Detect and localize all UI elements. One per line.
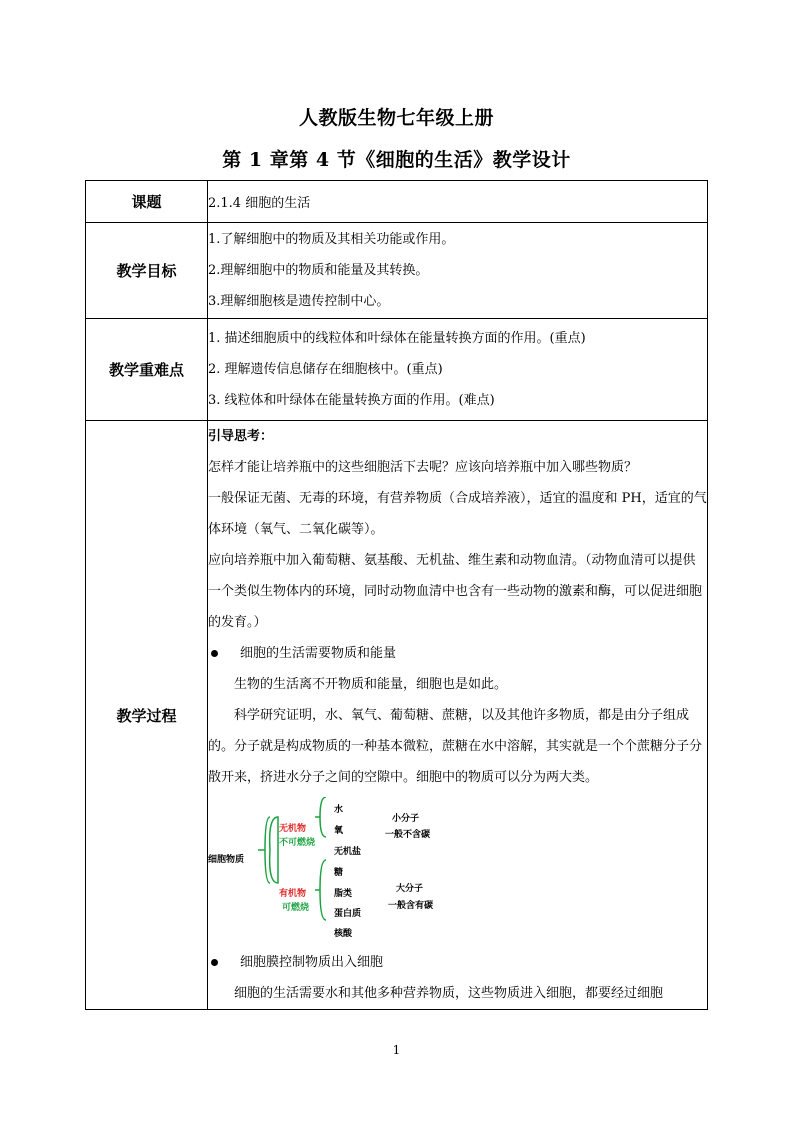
table-row-topic [86, 181, 708, 223]
objective-item: 2.理解细胞中的物质和能量及其转换。 [208, 263, 429, 278]
key-points-content [208, 319, 708, 421]
bullet-dot-icon [211, 650, 218, 657]
process-content [208, 421, 708, 1010]
objective-item: 3.理解细胞核是遗传控制中心。 [208, 294, 390, 309]
key-point-item: 2. 理解遗传信息储存在细胞核中。(重点) [208, 362, 443, 377]
process-answer-2: 应向培养瓶中加入葡萄糖、氨基酸、无机盐、维生素和动物血清。（动物血清可以提供一个类似生物体内的环境，同时动物血清中也含有一些动物的激素和酶，可以促进细胞的发育。） [208, 553, 703, 630]
bullet-item [208, 947, 707, 978]
diagram-root: 细胞物质 [208, 855, 245, 865]
key-points-label: 教学重难点 [86, 319, 208, 421]
diagram-organic-item: 蛋白质 [334, 909, 362, 919]
cell-substance-diagram [208, 797, 688, 947]
diagram-inorganic-item: 氧 [334, 826, 344, 836]
document-title: 人教版生物七年级上册 [298, 107, 494, 129]
topic-label: 课题 [86, 181, 208, 223]
diagram-inorganic-note: 不可燃烧 [279, 838, 316, 848]
process-paragraph-2: 科学研究证明，水、氧气、葡萄糖、蔗糖，以及其他许多物质，都是由分子组成的。分子就是构成物质的一种基本微粒，蔗糖在水中溶解，其实就是一个个蔗糖分子分散开来，挤进水分子之间的空隙中。细胞中的物质可以分为两大类。 [208, 708, 703, 785]
diagram-organic-item: 脂类 [334, 889, 353, 899]
process-paragraph-1: 生物的生活离不开物质和能量，细胞也是如此。 [234, 677, 508, 692]
page-number: 1 [392, 1043, 401, 1057]
diagram-organic-item: 糖 [334, 868, 344, 878]
diagram-organic-note: 可燃烧 [282, 903, 310, 913]
document-subtitle: 第 1 章第 4 节《细胞的生活》教学设计 [222, 149, 571, 171]
bullet-text: 细胞膜控制物质出入细胞 [240, 955, 384, 970]
table-row-objectives [86, 223, 708, 319]
bullet-item [208, 638, 707, 669]
process-heading: 引导思考： [208, 429, 274, 444]
table-row-key-points [86, 319, 708, 421]
diagram-organic-desc: 大分子 [396, 884, 424, 894]
objectives-label: 教学目标 [86, 223, 208, 319]
diagram-inorganic-desc: 小分子 [392, 814, 420, 824]
diagram-inorganic-item: 无机盐 [334, 847, 362, 857]
diagram-inorganic-item: 水 [334, 805, 344, 815]
table-row-process [86, 421, 708, 1010]
objectives-content [208, 223, 708, 319]
diagram-inorganic-desc: 一般不含碳 [385, 830, 431, 840]
process-paragraph-3: 细胞的生活需要水和其他多种营养物质，这些物质进入细胞，都要经过细胞 [234, 986, 664, 1001]
diagram-organic-item: 核酸 [334, 929, 353, 939]
process-label: 教学过程 [86, 421, 208, 1010]
diagram-organic: 有机物 [279, 889, 307, 899]
bullet-text: 细胞的生活需要物质和能量 [240, 646, 397, 661]
lesson-plan-table [85, 180, 708, 1010]
bullet-dot-icon [211, 959, 218, 966]
key-point-item: 3. 线粒体和叶绿体在能量转换方面的作用。(难点) [208, 393, 495, 408]
key-point-item: 1. 描述细胞质中的线粒体和叶绿体在能量转换方面的作用。(重点) [208, 331, 586, 346]
diagram-organic-desc: 一般含有碳 [388, 901, 434, 911]
process-question: 怎样才能让培养瓶中的这些细胞活下去呢？应该向培养瓶中加入哪些物质？ [208, 460, 638, 475]
diagram-inorganic: 无机物 [279, 824, 307, 834]
topic-value: 2.1.4 细胞的生活 [208, 181, 708, 223]
objective-item: 1.了解细胞中的物质及其相关功能或作用。 [208, 232, 455, 247]
process-answer-1: 一般保证无菌、无毒的环境，有营养物质（合成培养液），适宜的温度和 PH，适宜的气体环境（氧气、二氧化碳等）。 [208, 491, 707, 537]
